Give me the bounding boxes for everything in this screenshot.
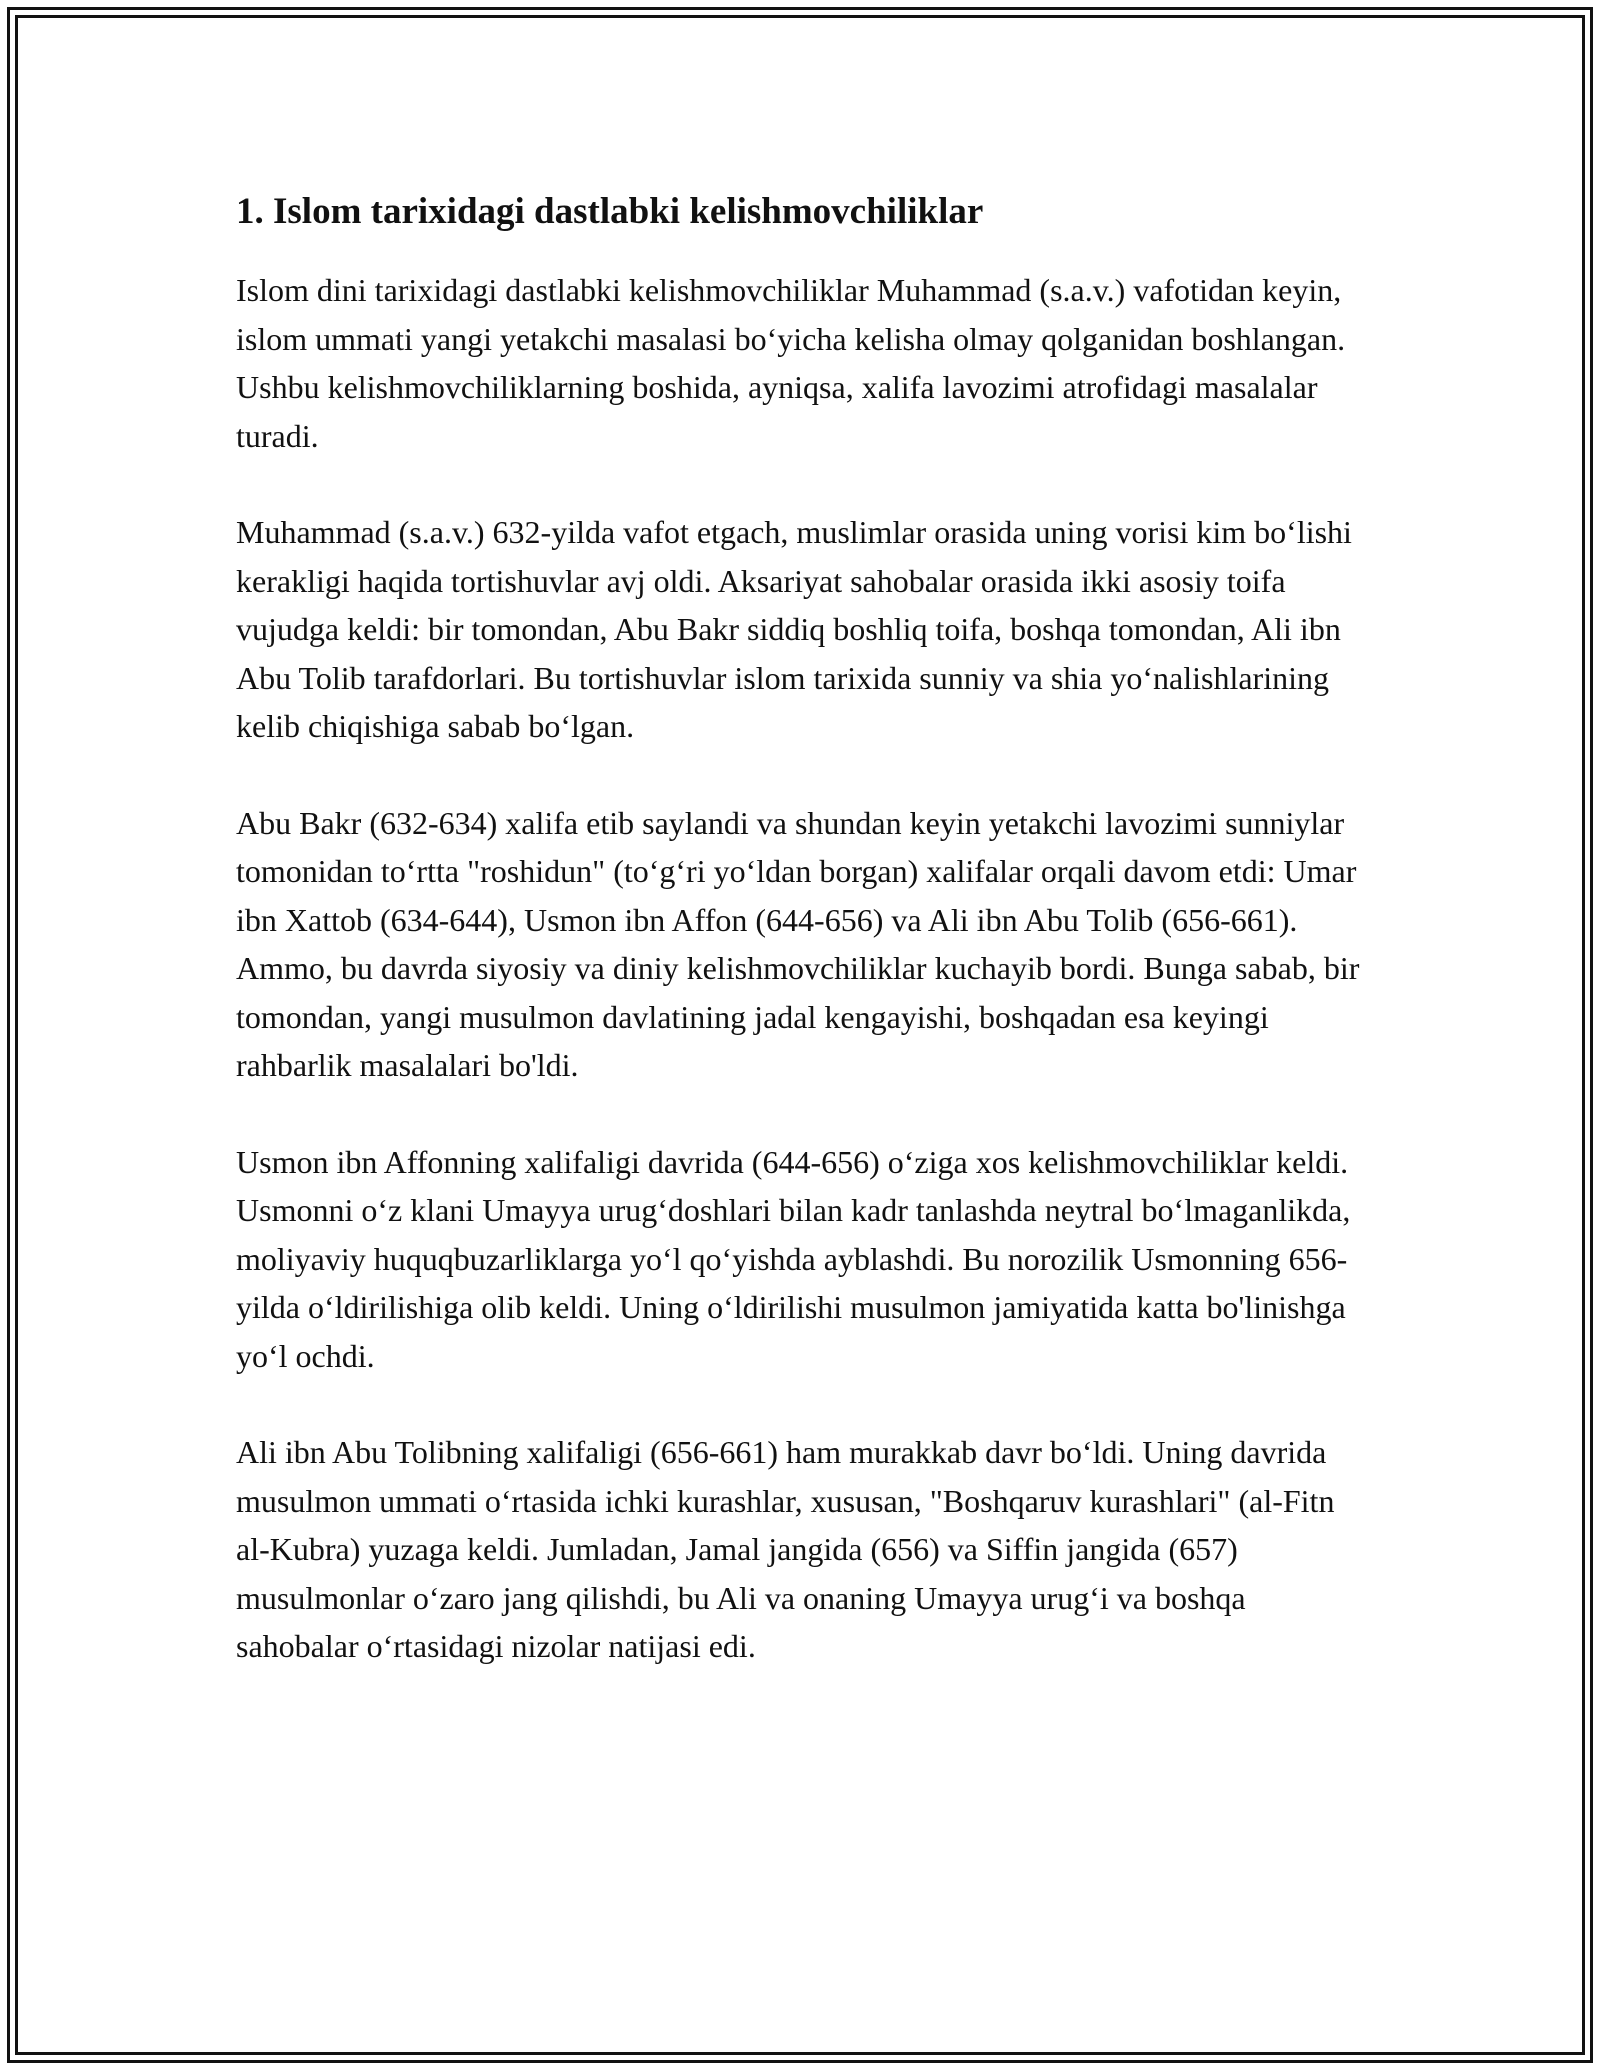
paragraph-3: Abu Bakr (632-634) xalifa etib saylandi va shundan keyin yetakchi lavozimi sunniylar tomonidan to‘rtta "roshidun" (to‘g‘ri yo‘ldan borgan) xalifalar orqali davom etdi: Umar ibn Xattob (634-644), Usmon ibn Affon (644-656) va Ali ibn Abu Tolib (656-661). Ammo, bu davrda siyosiy va diniy kelishmovchiliklar kuchayib bordi. Bunga sabab, bir tomondan, yangi musulmon davlatining jadal kengayishi, boshqadan esa keyingi rahbarlik masalalari bo'ldi. [236,804,1360,1083]
paragraph-1: Islom dini tarixidagi dastlabki kelishmovchiliklar Muhammad (s.a.v.) vafotidan keyin, islom ummati yangi yetakchi masalasi bo‘yicha kelisha olmay qolganidan boshlangan. Ushbu kelishmovchiliklarning boshida, ayniqsa, xalifa lavozimi atrofidagi masalalar turadi. [236,272,1346,454]
paragraph-2: Muhammad (s.a.v.) 632-yilda vafot etgach, muslimlar orasida uning vorisi kim bo‘lishi kerakligi haqida tortishuvlar avj oldi. Aksariyat sahobalar orasida ikki asosiy toifa vujudga keldi: bir tomondan, Abu Bakr siddiq boshliq toifa, boshqa tomondan, Ali ibn Abu Tolib tarafdorlari. Bu tortishuvlar islom tarixida sunniy va shia yo‘nalishlarining kelib chiqishiga sabab bo‘lgan. [236,514,1352,744]
section-heading: 1. Islom tarixidagi dastlabki kelishmovchiliklar [236,191,984,232]
document-body [236,186,1366,1719]
paragraph-4: Usmon ibn Affonning xalifaligi davrida (644-656) o‘ziga xos kelishmovchiliklar keldi. Usmonni o‘z klani Umayya urug‘doshlari bilan kadr tanlashda neytral bo‘lmaganlikda, moliyaviy huquqbuzarliklarga yo‘l qo‘yishda ayblashdi. Bu norozilik Usmonning 656-yilda o‘ldirilishiga olib keldi. Uning o‘ldirilishi musulmon jamiyatida katta bo'linishga yo‘l ochdi. [236,1143,1351,1374]
paragraph-5: Ali ibn Abu Tolibning xalifaligi (656-661) ham murakkab davr bo‘ldi. Uning davrida musulmon ummati o‘rtasida ichki kurashlar, xususan, "Boshqaruv kurashlari" (al-Fitn al-Kubra) yuzaga keldi. Jumladan, Jamal jangida (656) va Siffin jangida (657) musulmonlar o‘zaro jang qilishdi, bu Ali va onaning Umayya urug‘i va boshqa sahobalar o‘rtasidagi nizolar natijasi edi. [236,1434,1335,1664]
